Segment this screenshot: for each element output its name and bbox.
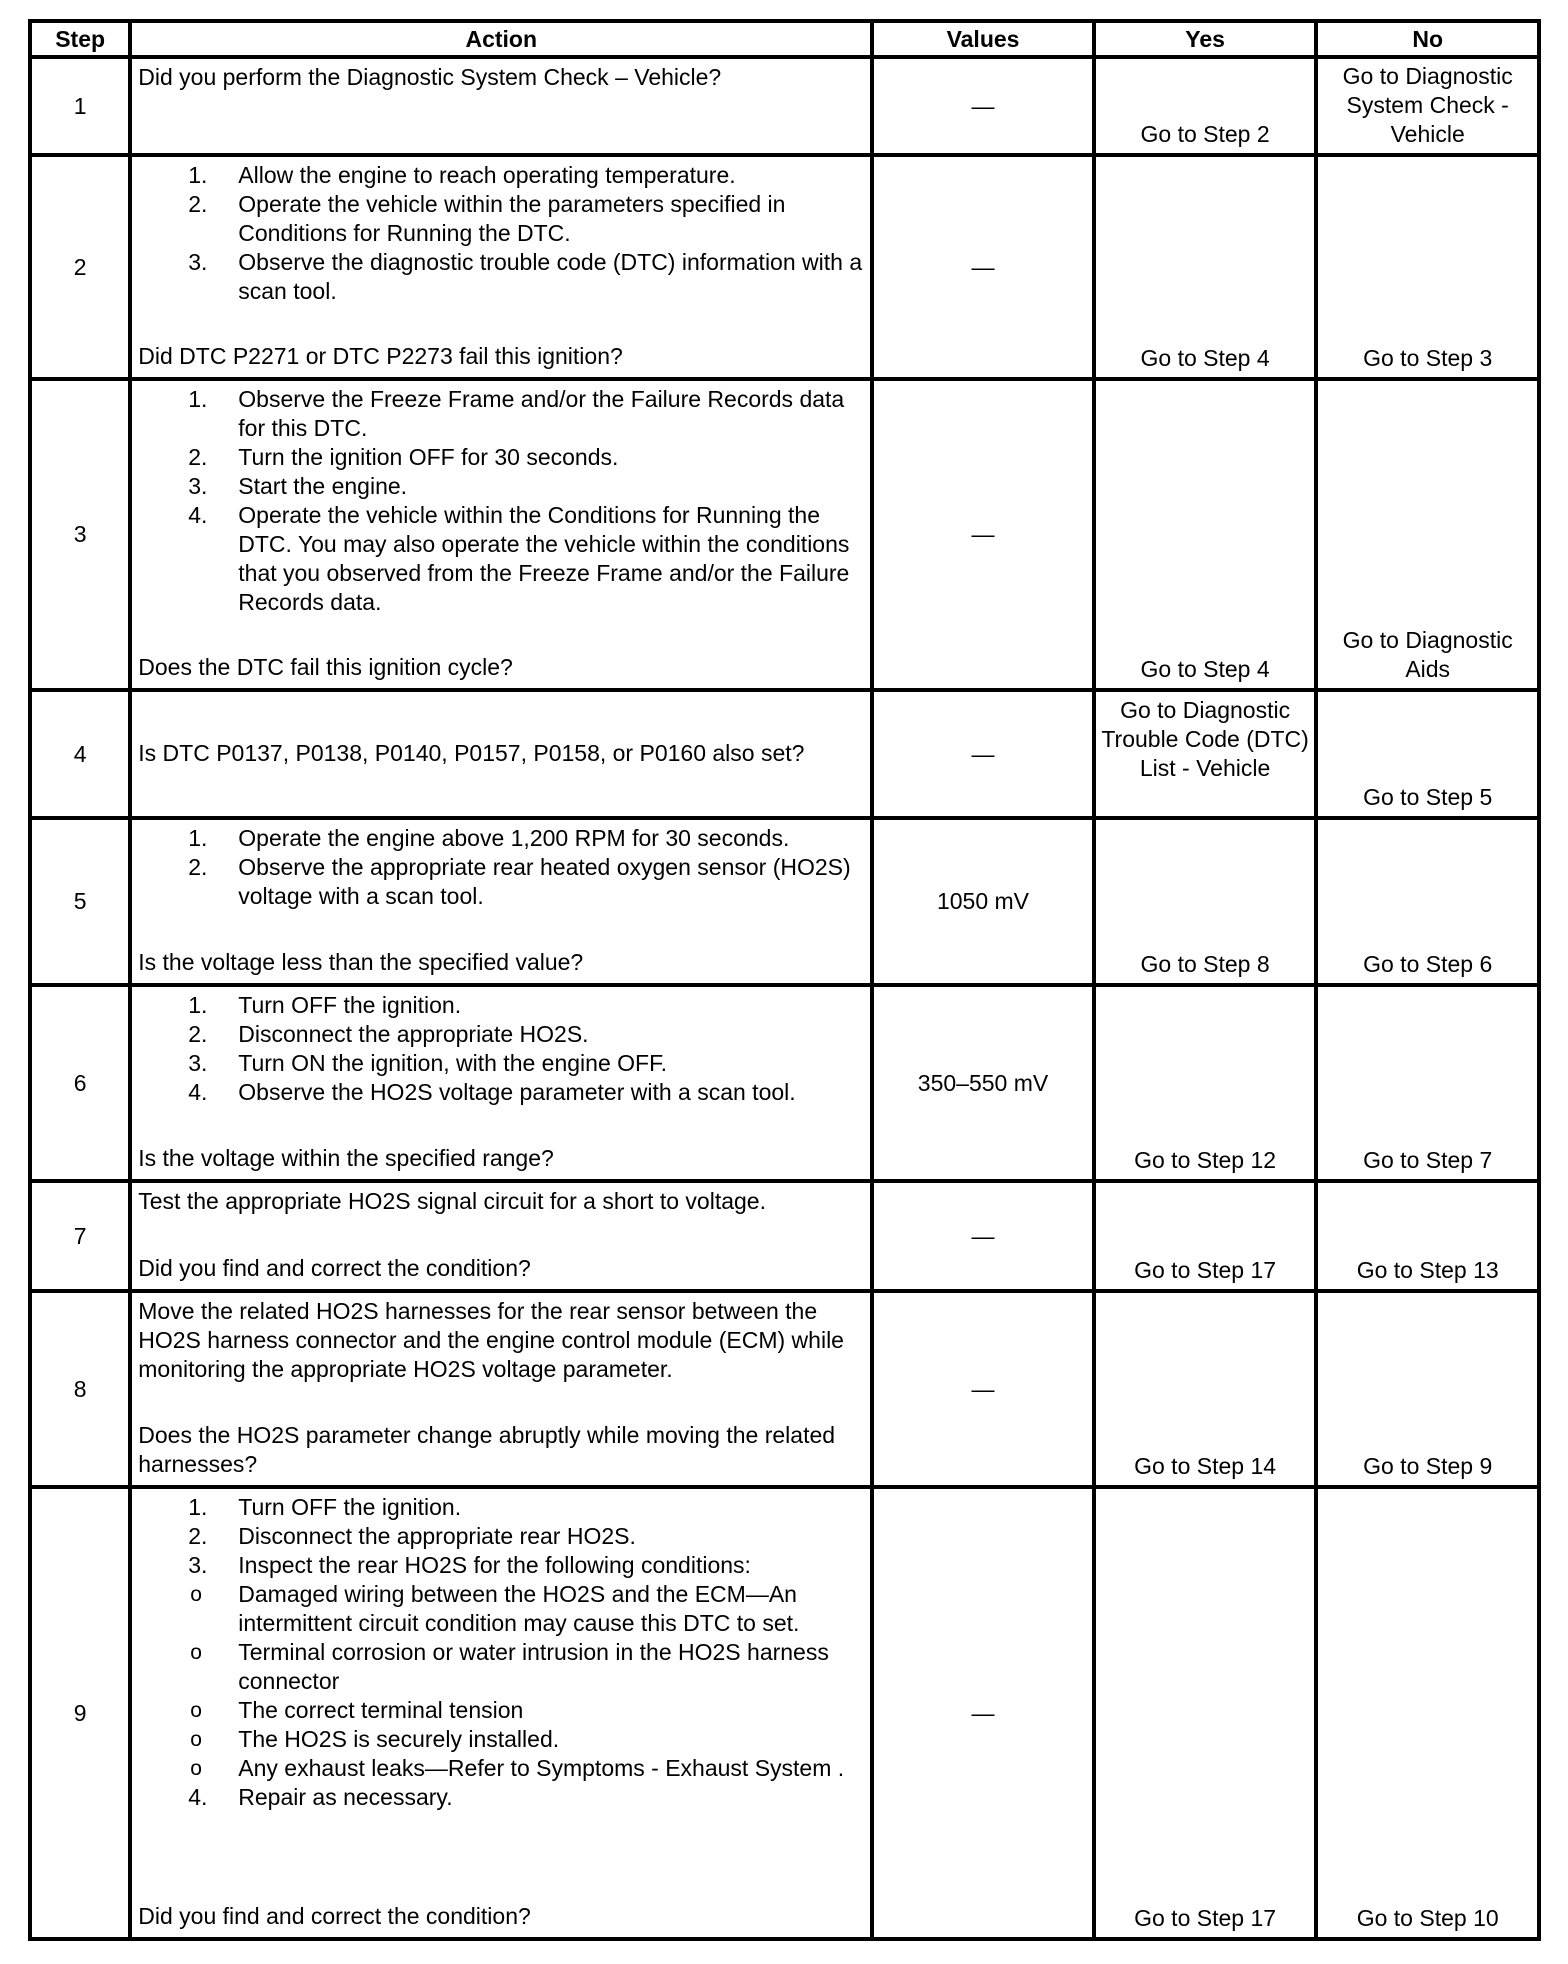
- no-cell: Go to Step 13: [1316, 1181, 1539, 1291]
- header-action: Action: [130, 21, 872, 57]
- header-row: [30, 21, 1539, 57]
- yes-cell: Go to Step 4: [1094, 379, 1317, 690]
- step-number: 3: [30, 379, 130, 690]
- bullet-icon: o: [190, 1699, 202, 1722]
- values-cell: —: [872, 1291, 1094, 1487]
- action-cell: [130, 57, 872, 155]
- action-cell: [130, 1487, 872, 1939]
- no-cell: Go to Step 3: [1316, 155, 1539, 379]
- values-cell: —: [872, 1487, 1094, 1939]
- values-cell: 350–550 mV: [872, 985, 1094, 1181]
- action-text: Move the related HO2S harnesses for the rear sensor between the HO2S harness connector and the engine control module (ECM) while monitoring the appropriate HO2S voltage parameter.: [138, 1298, 844, 1382]
- list-item: 4. Observe the HO2S voltage parameter with a scan tool.: [188, 1079, 796, 1105]
- no-cell: Go to Step 10: [1316, 1487, 1539, 1939]
- header-step: Step: [30, 21, 130, 57]
- table-row: [30, 985, 1539, 1181]
- values-cell: —: [872, 57, 1094, 155]
- step-number: 6: [30, 985, 130, 1181]
- sub-list-item: o Terminal corrosion or water intrusion in the HO2S harness connector: [190, 1639, 829, 1694]
- bullet-icon: o: [190, 1757, 202, 1780]
- list-item: 4. Operate the vehicle within the Conditions for Running the DTC. You may also operate the vehicle within the conditions that you observed from the Freeze Frame and/or the Failure Records data.: [188, 502, 850, 615]
- yes-cell: Go to Step 12: [1094, 985, 1317, 1181]
- step-number: 8: [30, 1291, 130, 1487]
- values-cell: —: [872, 379, 1094, 690]
- action-question: Did you find and correct the condition?: [138, 1255, 531, 1281]
- list-item: 1. Allow the engine to reach operating temperature.: [188, 162, 736, 188]
- action-cell: [130, 1291, 872, 1487]
- no-cell: Go to Step 5: [1316, 690, 1539, 818]
- list-item: 3. Observe the diagnostic trouble code (DTC) information with a scan tool.: [188, 249, 863, 304]
- no-cell: Go to Diagnostic System Check - Vehicle: [1316, 57, 1539, 155]
- values-cell: 1050 mV: [872, 818, 1094, 985]
- action-text: Test the appropriate HO2S signal circuit for a short to voltage.: [138, 1188, 766, 1214]
- list-item: 2. Disconnect the appropriate HO2S.: [188, 1021, 589, 1047]
- yes-cell: Go to Step 17: [1094, 1181, 1317, 1291]
- table-row: [30, 57, 1539, 155]
- step-number: 2: [30, 155, 130, 379]
- values-cell: —: [872, 1181, 1094, 1291]
- no-cell: Go to Step 7: [1316, 985, 1539, 1181]
- yes-cell: Go to Step 4: [1094, 155, 1317, 379]
- action-steps: [138, 385, 866, 617]
- bullet-icon: o: [190, 1641, 202, 1664]
- action-cell: [130, 155, 872, 379]
- table-row: [30, 379, 1539, 690]
- action-cell: [130, 690, 872, 818]
- list-item: 4. Repair as necessary.: [188, 1784, 453, 1810]
- values-cell: —: [872, 690, 1094, 818]
- no-cell: Go to Diagnostic Aids: [1316, 379, 1539, 690]
- list-item: 3. Start the engine.: [188, 473, 408, 499]
- table-row: [30, 690, 1539, 818]
- action-steps: [138, 161, 866, 306]
- action-question: Did DTC P2271 or DTC P2273 fail this ignition?: [138, 343, 623, 369]
- step-number: 4: [30, 690, 130, 818]
- action-steps: [138, 824, 866, 911]
- list-item: 1. Observe the Freeze Frame and/or the Failure Records data for this DTC.: [188, 386, 845, 441]
- list-item: 2. Operate the vehicle within the parameters specified in Conditions for Running the DTC.: [188, 191, 786, 246]
- values-cell: —: [872, 155, 1094, 379]
- bullet-icon: o: [190, 1728, 202, 1751]
- list-item: 3. Turn ON the ignition, with the engine OFF.: [188, 1050, 667, 1076]
- no-cell: Go to Step 6: [1316, 818, 1539, 985]
- table-row: [30, 1487, 1539, 1939]
- list-item: 1. Operate the engine above 1,200 RPM for 30 seconds.: [188, 825, 790, 851]
- table-row: [30, 1291, 1539, 1487]
- action-cell: [130, 818, 872, 985]
- header-yes: Yes: [1094, 21, 1317, 57]
- sub-list-item: o The correct terminal tension: [190, 1697, 524, 1723]
- diagnostic-table: [28, 19, 1541, 1941]
- action-steps: [138, 991, 866, 1107]
- header-values: Values: [872, 21, 1094, 57]
- action-cell: [130, 1181, 872, 1291]
- yes-cell: Go to Diagnostic Trouble Code (DTC) List - Vehicle: [1094, 690, 1317, 818]
- sub-list: [138, 1580, 866, 1783]
- table-row: [30, 818, 1539, 985]
- action-steps: [138, 1493, 866, 1812]
- step-number: 1: [30, 57, 130, 155]
- list-item: 1. Turn OFF the ignition.: [188, 1494, 462, 1520]
- sub-list-item: o The HO2S is securely installed.: [190, 1726, 560, 1752]
- step-number: 5: [30, 818, 130, 985]
- action-question: Is the voltage less than the specified value?: [138, 949, 584, 975]
- header-no: No: [1316, 21, 1539, 57]
- table-row: [30, 1181, 1539, 1291]
- list-item: 3. Inspect the rear HO2S for the following conditions: o Damaged wiring between the HO2S and the ECM—An intermittent circuit condition may cause this DTC to set. o Terminal corrosion or water intrusion in the HO2S harness connector o The correct terminal tension o The HO2S is securely installed. o Any exhaust leaks—Refer to Symptoms - Exhaust System .: [138, 1551, 866, 1783]
- yes-cell: Go to Step 8: [1094, 818, 1317, 985]
- action-question: Did you perform the Diagnostic System Check – Vehicle?: [138, 64, 722, 90]
- sub-list-item: o Any exhaust leaks—Refer to Symptoms - Exhaust System .: [190, 1755, 845, 1781]
- action-question: Does the HO2S parameter change abruptly while moving the related harnesses?: [138, 1422, 836, 1477]
- sub-list-item: o Damaged wiring between the HO2S and the ECM—An intermittent circuit condition may cause this DTC to set.: [190, 1581, 800, 1636]
- list-item: 1. Turn OFF the ignition.: [188, 992, 462, 1018]
- no-cell: Go to Step 9: [1316, 1291, 1539, 1487]
- action-cell: [130, 379, 872, 690]
- yes-cell: Go to Step 2: [1094, 57, 1317, 155]
- yes-cell: Go to Step 14: [1094, 1291, 1317, 1487]
- action-question: Is DTC P0137, P0138, P0140, P0157, P0158, or P0160 also set?: [138, 739, 805, 766]
- table-row: [30, 155, 1539, 379]
- action-question: Is the voltage within the specified range?: [138, 1145, 554, 1171]
- step-number: 9: [30, 1487, 130, 1939]
- action-question: Does the DTC fail this ignition cycle?: [138, 654, 513, 680]
- yes-cell: Go to Step 17: [1094, 1487, 1317, 1939]
- list-item: 2. Turn the ignition OFF for 30 seconds.: [188, 444, 619, 470]
- action-cell: [130, 985, 872, 1181]
- bullet-icon: o: [190, 1583, 202, 1606]
- action-question: Did you find and correct the condition?: [138, 1903, 531, 1929]
- list-item: 2. Observe the appropriate rear heated oxygen sensor (HO2S) voltage with a scan tool.: [188, 854, 851, 909]
- step-number: 7: [30, 1181, 130, 1291]
- list-item: 2. Disconnect the appropriate rear HO2S.: [188, 1523, 636, 1549]
